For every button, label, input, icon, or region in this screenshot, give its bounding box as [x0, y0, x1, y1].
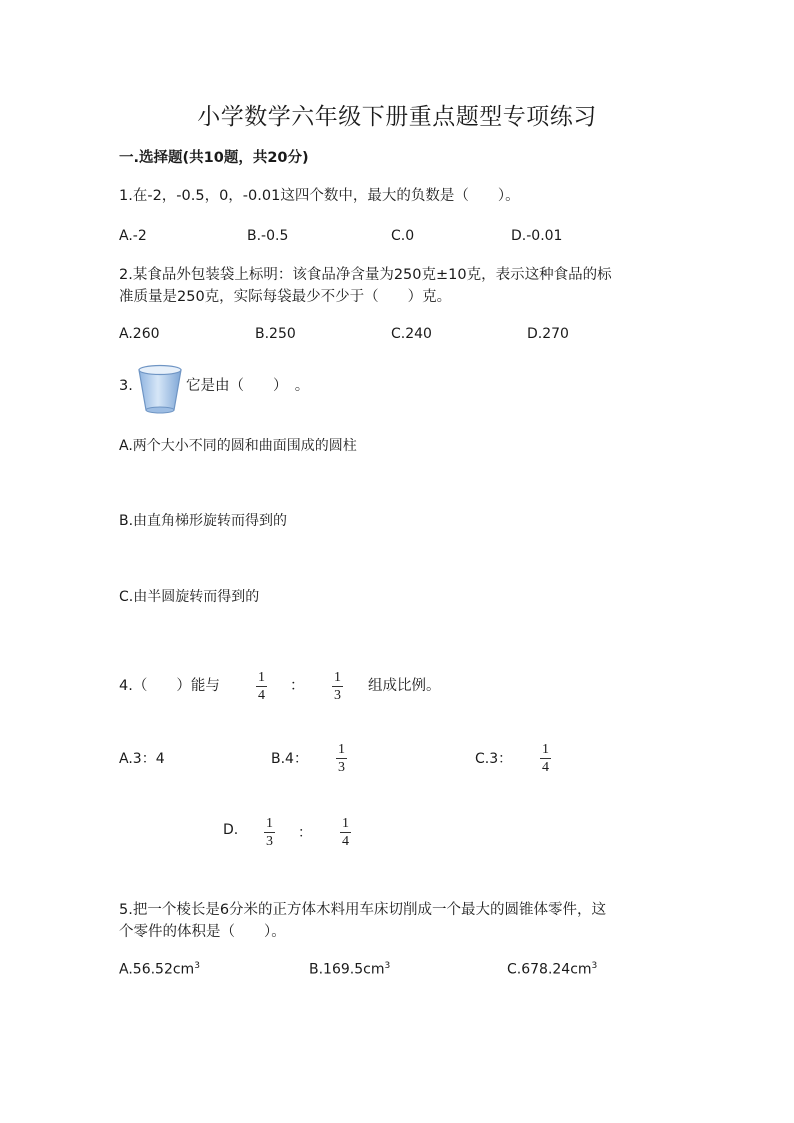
- page-title: 小学数学六年级下册重点题型专项练习: [197, 104, 597, 130]
- fraction-bar: [540, 758, 551, 759]
- q2-option-b[interactable]: B.250: [255, 326, 296, 342]
- fraction-denominator: 3: [266, 834, 273, 849]
- superscript: 3: [591, 961, 598, 971]
- q4-fraction-1: [256, 671, 267, 703]
- q4-option-c[interactable]: C.3：: [475, 751, 513, 767]
- question-1-stem: 1.在-2，-0.5，0，-0.01这四个数中，最大的负数是（ ）。: [119, 188, 520, 204]
- q4-option-c-fraction: [540, 743, 551, 775]
- cup-icon: [136, 364, 184, 414]
- fraction-bar: [256, 686, 267, 687]
- fraction-numerator: 1: [334, 670, 341, 685]
- q2-option-a[interactable]: A.260: [119, 326, 160, 342]
- question-3-number: 3.: [119, 378, 133, 394]
- fraction-bar: [264, 832, 275, 833]
- question-4-prefix: 4.（ ）能与: [119, 678, 220, 694]
- fraction-denominator: 4: [258, 688, 265, 703]
- q4-option-b[interactable]: B.4：: [271, 751, 308, 767]
- fraction-bar: [332, 686, 343, 687]
- q4-option-b-fraction: [336, 743, 347, 775]
- question-5-line-2: 个零件的体积是（ ）。: [119, 924, 286, 940]
- fraction-numerator: 1: [338, 742, 345, 757]
- q4-option-d[interactable]: D.: [223, 822, 239, 838]
- q5-option-a[interactable]: [119, 961, 200, 978]
- fraction-denominator: 4: [542, 760, 549, 775]
- option-value: B.169.5cm: [309, 961, 385, 978]
- q5-option-c[interactable]: [507, 961, 597, 978]
- q3-option-a[interactable]: A.两个大小不同的圆和曲面围成的圆柱: [119, 438, 357, 454]
- q1-option-b[interactable]: B.-0.5: [247, 228, 289, 244]
- q4-colon: ：: [290, 678, 305, 694]
- superscript: 3: [384, 961, 391, 971]
- q2-option-d[interactable]: D.270: [527, 326, 569, 342]
- fraction-denominator: 3: [338, 760, 345, 775]
- fraction-denominator: 3: [334, 688, 341, 703]
- q4-option-d-fraction-1: [264, 817, 275, 849]
- fraction-numerator: 1: [542, 742, 549, 757]
- question-5-line-1: 5.把一个棱长是6分米的正方体木料用车床切削成一个最大的圆锥体零件，这: [119, 902, 607, 918]
- question-4-suffix: 组成比例。: [368, 678, 441, 694]
- q1-option-c[interactable]: C.0: [391, 228, 415, 244]
- q2-option-c[interactable]: C.240: [391, 326, 432, 342]
- question-3-stem: 它是由（ ） 。: [186, 378, 310, 394]
- question-2-line-1: 2.某食品外包装袋上标明：该食品净含量为250克±10克，表示这种食品的标: [119, 267, 612, 283]
- q4-option-a[interactable]: A.3：4: [119, 751, 165, 767]
- q4-option-d-colon: ：: [298, 825, 312, 841]
- q3-option-c[interactable]: C.由半圆旋转而得到的: [119, 589, 260, 605]
- q4-fraction-2: [332, 671, 343, 703]
- fraction-bar: [340, 832, 351, 833]
- q1-option-a[interactable]: A.-2: [119, 228, 147, 244]
- fraction-numerator: 1: [258, 670, 265, 685]
- option-value: C.678.24cm: [507, 961, 592, 978]
- option-value: A.56.52cm: [119, 961, 195, 978]
- q3-option-b[interactable]: B.由直角梯形旋转而得到的: [119, 513, 288, 529]
- fraction-numerator: 1: [342, 816, 349, 831]
- superscript: 3: [194, 961, 200, 971]
- fraction-numerator: 1: [266, 816, 273, 831]
- question-2-line-2: 准质量是250克，实际每袋最少不少于（ ）克。: [119, 289, 452, 305]
- fraction-bar: [336, 758, 347, 759]
- q5-option-b[interactable]: [309, 961, 390, 978]
- q1-option-d[interactable]: D.-0.01: [511, 228, 563, 244]
- q4-option-d-fraction-2: [340, 817, 351, 849]
- fraction-denominator: 4: [342, 834, 349, 849]
- section-heading: 一.选择题(共10题，共20分): [119, 150, 309, 166]
